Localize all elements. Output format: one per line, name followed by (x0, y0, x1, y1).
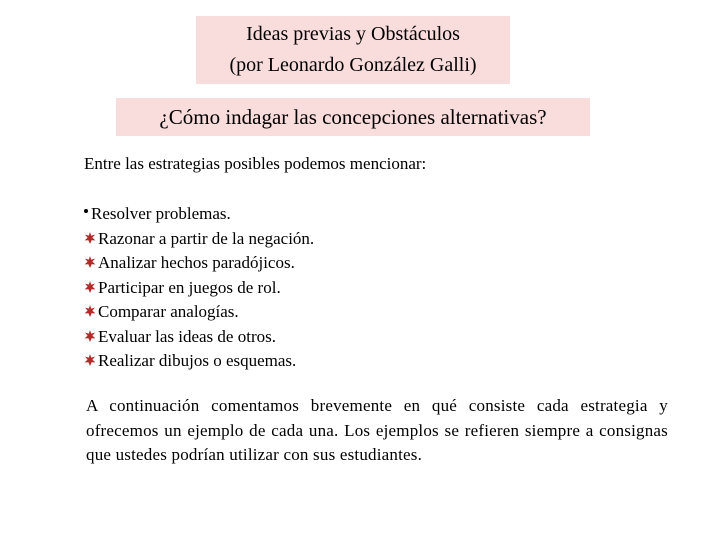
title-line-2: (por Leonardo González Galli) (229, 54, 477, 76)
dot-bullet-icon (84, 209, 88, 213)
body-paragraph: A continuación comentamos brevemente en qué consiste cada estrategia y ofrecemos un ejemplo de cada una. Los ejemplos se refieren siempre a consignas que ustedes podrían utilizar con sus estudiantes. (86, 396, 668, 464)
list-item-label: Resolver problemas. (91, 204, 231, 223)
list-item-label: Participar en juegos de rol. (98, 277, 281, 297)
list-item-label: Comparar analogías. (98, 302, 239, 321)
list-item (84, 276, 314, 301)
star-icon (84, 232, 96, 244)
list-item (84, 325, 314, 350)
list-item (84, 202, 314, 227)
title-line-1: Ideas previas y Obstáculos (246, 23, 460, 45)
star-icon (84, 354, 96, 366)
star-icon (84, 330, 96, 342)
intro-text: Entre las estrategias posibles podemos mencionar: (84, 154, 427, 173)
slide-subtitle: ¿Cómo indagar las concepciones alternativas? (116, 98, 590, 136)
list-item-label: Realizar dibujos o esquemas. (98, 351, 297, 370)
list-item (84, 251, 314, 276)
star-icon (84, 281, 96, 293)
star-icon (84, 256, 96, 268)
strategies-list (84, 202, 314, 374)
list-item-label: Razonar a partir de la negación. (98, 228, 315, 248)
list-item-label: Analizar hechos paradójicos. (98, 253, 295, 272)
list-item (84, 227, 314, 252)
slide-title (196, 16, 510, 84)
star-icon (84, 305, 96, 317)
list-item-label: Evaluar las ideas de otros. (98, 326, 276, 346)
list-item (84, 300, 314, 325)
list-item (84, 349, 314, 374)
